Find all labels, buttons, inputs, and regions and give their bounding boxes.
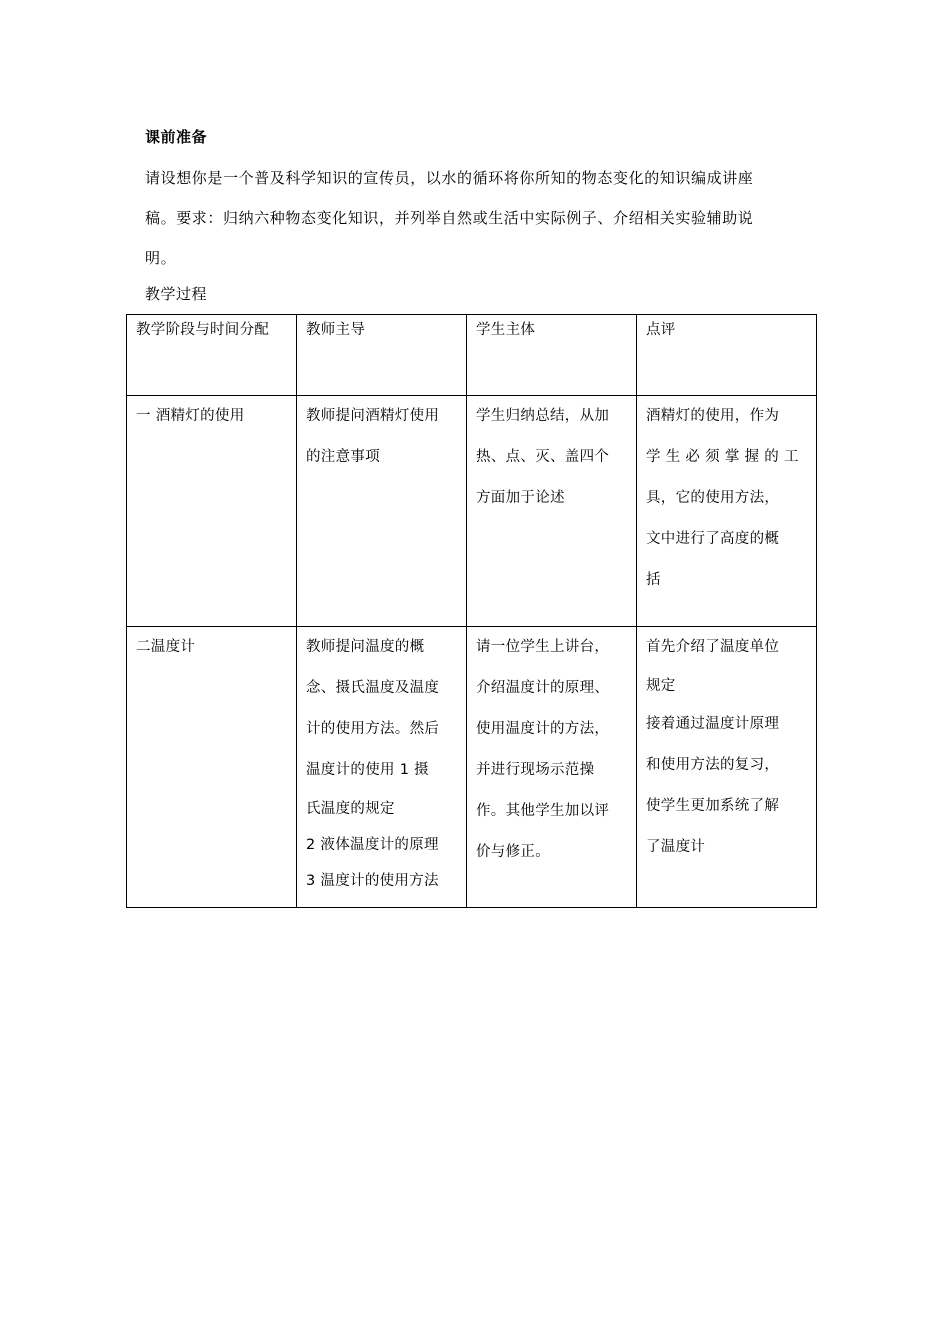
- paragraph-line: 稿。要求：归纳六种物态变化知识，并列举自然或生活中实际例子、介绍相关实验辅助说: [145, 209, 754, 227]
- cell-comment: 酒精灯的使用，作为 学 生 必 须 掌 握 的 工 具，它的使用方法， 文中进行了高度的概 括: [637, 396, 817, 627]
- paragraph-line: 明。: [145, 249, 177, 267]
- header-cell-comment: 点评: [637, 315, 817, 396]
- cell-stage: 一 酒精灯的使用: [127, 396, 297, 627]
- section-heading: 课前准备: [145, 128, 208, 146]
- paragraph-line: 请设想你是一个普及科学知识的宣传员，以水的循环将你所知的物态变化的知识编成讲座: [145, 169, 754, 187]
- table-header-row: [127, 315, 817, 396]
- cell-comment: 首先介绍了温度单位 规定 接着通过温度计原理 和使用方法的复习， 使学生更加系统了解 了温度计: [637, 627, 817, 908]
- cell-student: 学生归纳总结，从加 热、点、灭、盖四个 方面加于论述: [467, 396, 637, 627]
- cell-teacher: 教师提问温度的概 念、摄氏温度及温度 计的使用方法。然后 温度计的使用 1 摄 氏温度的规定 2 液体温度计的原理 3 温度计的使用方法: [297, 627, 467, 908]
- lesson-table: [126, 314, 817, 908]
- table-row: [127, 627, 817, 908]
- process-heading: 教学过程: [145, 285, 208, 303]
- header-cell-stage: 教学阶段与时间分配: [127, 315, 297, 396]
- cell-student: 请一位学生上讲台， 介绍温度计的原理、 使用温度计的方法， 并进行现场示范操 作。其他学生加以评 价与修正。: [467, 627, 637, 908]
- header-cell-student: 学生主体: [467, 315, 637, 396]
- cell-teacher: 教师提问酒精灯使用 的注意事项: [297, 396, 467, 627]
- cell-stage: 二温度计: [127, 627, 297, 908]
- table-row: [127, 396, 817, 627]
- header-cell-teacher: 教师主导: [297, 315, 467, 396]
- preparation-paragraph: [145, 158, 817, 278]
